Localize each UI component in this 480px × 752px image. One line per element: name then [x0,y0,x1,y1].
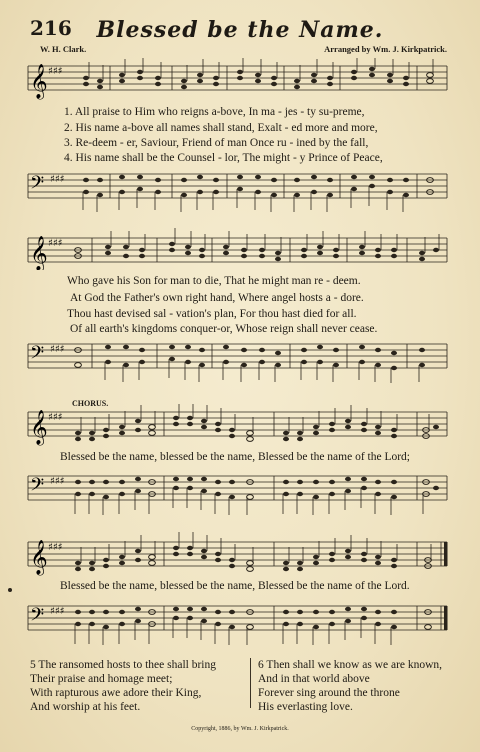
svg-text:𝄞: 𝄞 [30,236,48,270]
chorus1-treble-staff [22,404,452,450]
chorus2-bass-staff [22,596,452,648]
svg-text:𝄢: 𝄢 [30,475,45,500]
system1-bass-staff [22,166,452,216]
svg-text:♯♯♯: ♯♯♯ [50,606,65,617]
copyright-notice: Copyright, 1886, by Wm. J. Kirkpatrick. [191,726,289,732]
verse-5-line: And worship at his feet. [30,701,141,713]
page-speck [8,588,12,592]
system2-bass-staff [22,334,452,384]
verse-5 [30,658,216,714]
verse-6 [258,658,442,714]
stanza-line-4b: Of all earth's kingdoms conquer-or, Whose reign shall never cease. [70,323,378,335]
chorus1-bass-staff [22,468,452,518]
svg-text:𝄞: 𝄞 [30,540,48,575]
verse-6-line: 6 Then shall we know as we are known, [258,659,443,671]
svg-text:♯♯♯: ♯♯♯ [48,412,63,423]
chorus-line-1: Blessed be the name, blessed be the name, Blessed be the name of the Lord; [60,451,411,463]
words-credit: W. H. Clark. [40,44,87,54]
svg-text:𝄞: 𝄞 [30,410,48,445]
chorus-label: CHORUS. [72,399,109,408]
page-number: 216 [30,16,72,40]
chorus2-treble-staff [22,532,452,578]
verse-5-line: With rapturous awe adore their King, [30,687,202,699]
svg-text:𝄞: 𝄞 [30,64,48,99]
chorus-line-2: Blessed be the name, blessed be the name, Blessed be the name of the Lord. [60,580,410,592]
stanza-line-1b: Who gave his Son for man to die, That he might man re - deem. [67,275,361,287]
verse-6-line: Forever sing around the throne [258,687,400,699]
hymn-title: Blessed be the Name. [96,17,384,43]
stanza-line-4: 4. His name shall be the Counsel - lor, The might - y Prince of Peace, [64,152,383,164]
stanza-line-1: 1. All praise to Him who reigns a-bove, In ma - jes - ty su-preme, [64,106,365,118]
system2-treble-staff [22,226,452,270]
arranger-credit: Arranged by Wm. J. Kirkpatrick. [324,44,447,54]
verse-5-line: 5 The ransomed hosts to thee shall bring [30,659,216,671]
svg-text:♯♯♯: ♯♯♯ [50,174,65,185]
stanza-line-3: 3. Re-deem - er, Saviour, Friend of man Once ru - ined by the fall, [64,137,369,149]
verse-6-line: And in that world above [258,673,370,685]
verse-5-line: Their praise and homage meet; [30,673,173,685]
stanza-line-3b: Thou hast devised sal - vation's plan, For thou hast died for all. [67,308,357,320]
verse-divider [250,658,251,708]
svg-text:𝄢: 𝄢 [30,173,45,198]
svg-text:♯♯♯: ♯♯♯ [50,344,65,355]
svg-text:♯♯♯: ♯♯♯ [48,542,63,553]
svg-text:♯♯♯: ♯♯♯ [48,66,63,77]
system1-treble-staff [22,58,452,102]
svg-text:𝄢: 𝄢 [30,343,45,368]
verse-6-line: His everlasting love. [258,701,353,713]
stanza-line-2: 2. His name a-bove all names shall stand, Exalt - ed more and more, [64,122,378,134]
svg-text:♯♯♯: ♯♯♯ [48,238,63,249]
svg-text:𝄢: 𝄢 [30,605,45,630]
svg-text:♯♯♯: ♯♯♯ [50,476,65,487]
stanza-line-2b: At God the Father's own right hand, Where angel hosts a - dore. [70,292,364,304]
